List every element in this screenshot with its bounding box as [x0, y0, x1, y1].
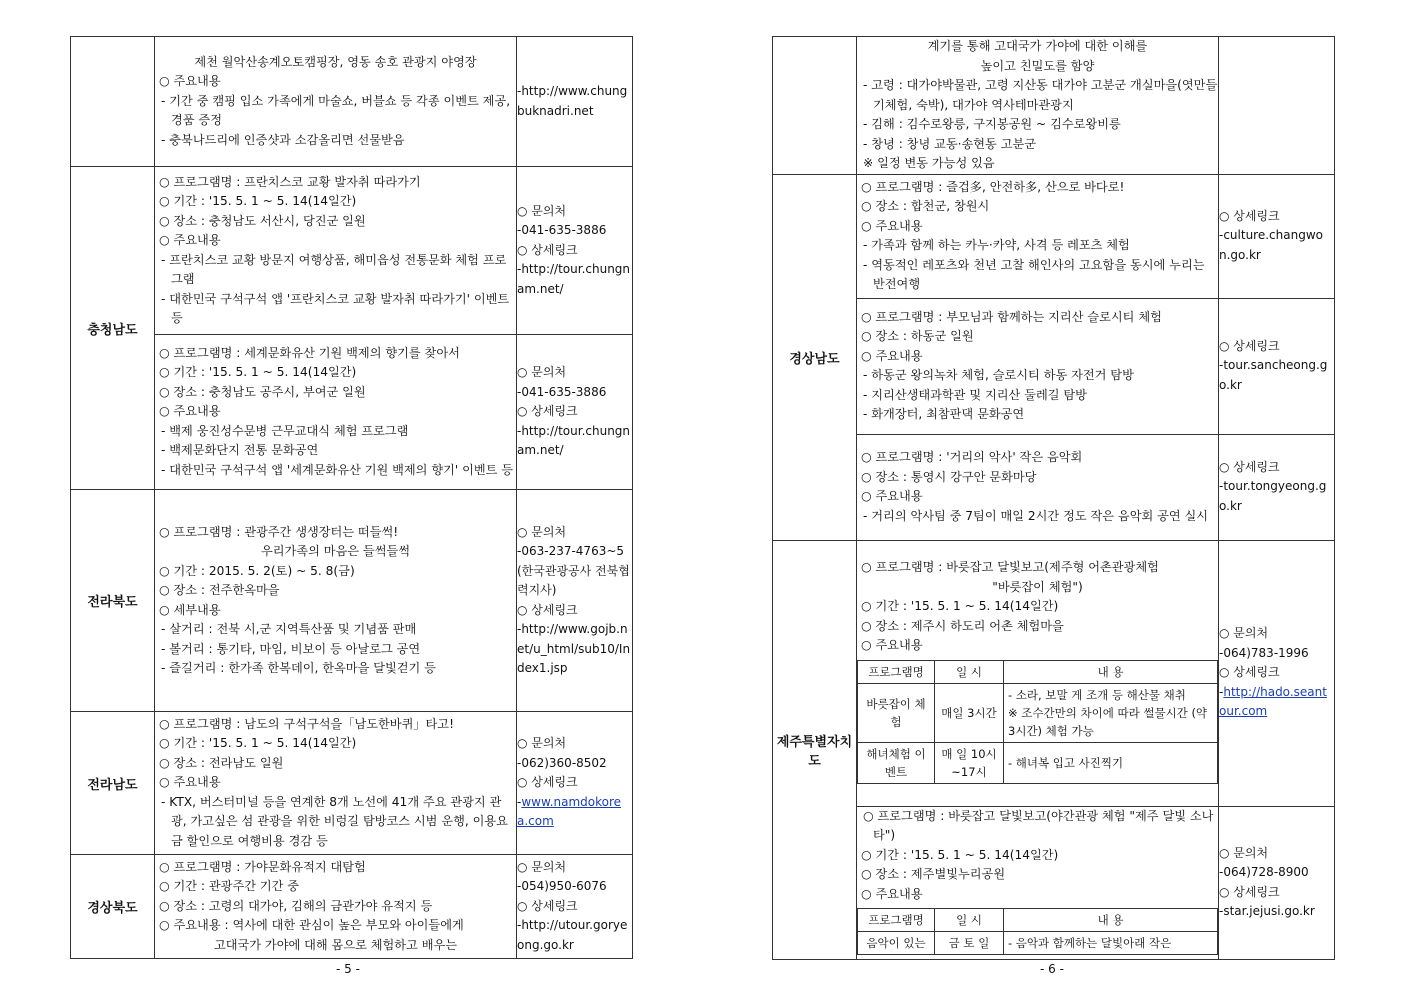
- detail-link[interactable]: -http://www.chungbuknadri.net: [517, 84, 628, 118]
- content-line: ○ 주요내용: [861, 886, 923, 901]
- table-row: [773, 806, 1335, 960]
- content-line: ○ 장소 : 충청남도 공주시, 부여군 일원: [159, 384, 366, 399]
- content-line: ○ 세부내용: [159, 602, 221, 617]
- content-line: ○ 프로그램명 : 즐겁多, 안전하多, 산으로 바다로!: [861, 179, 1125, 194]
- schedule-cell: - 음악과 함께하는 달빛아래 작은: [1004, 932, 1218, 955]
- contact-info: ○ 문의처: [1219, 845, 1269, 860]
- table-row: [773, 298, 1335, 434]
- content-line: - 볼거리 : 통기타, 마임, 비보이 등 아날로그 공연: [161, 641, 421, 656]
- content-line: ○ 기간 : 관광주간 기간 중: [159, 879, 300, 894]
- content-line: ○ 주요내용: [861, 489, 923, 503]
- content-line: ○ 장소 : 전주한옥마을: [159, 583, 280, 597]
- content-line: - 백제문화단지 전통 문화공연: [161, 443, 319, 458]
- content-line: ○ 프로그램명 : 세계문화유산 기원 백제의 향기를 찾아서: [159, 345, 460, 360]
- content-line: - 백제 웅진성수문병 근무교대식 체험 프로그램: [161, 423, 409, 438]
- schedule-cell: 해녀체험 이벤트: [858, 742, 935, 783]
- detail-link[interactable]: -tour.tongyeong.go.kr: [1219, 479, 1327, 513]
- contact-link-cell: [517, 712, 633, 855]
- content-line: ○ 주요내용 : 역사에 대한 관심이 높은 부모와 아이들에게: [159, 918, 464, 933]
- detail-link[interactable]: -http://tour.chungnam.net/: [517, 262, 631, 296]
- table-row: [773, 434, 1335, 540]
- content-line: ○ 프로그램명 : 바릇잡고 달빛보고(야간관광 체험 "제주 달빛 소나타"): [863, 808, 1214, 842]
- table-row: [71, 167, 633, 335]
- contact-info: ○ 상세링크: [517, 898, 578, 913]
- contact-info: -063-237-4763~5: [517, 544, 625, 558]
- program-content-cell: [857, 540, 1219, 806]
- contact-info: (한국관광공사 전북협력지사): [517, 563, 630, 597]
- content-line: ○ 기간 : '15. 5. 1 ~ 5. 14(14일간): [159, 736, 357, 751]
- content-line: ○ 프로그램명 : 바릇잡고 달빛보고(제주형 어촌관광체험: [861, 560, 1159, 575]
- page-number: - 6 -: [1040, 962, 1064, 976]
- content-line: ○ 주요내용: [159, 404, 221, 419]
- content-line: ○ 장소 : 전라남도 일원: [159, 755, 284, 770]
- region-cell: 전라북도: [71, 490, 155, 712]
- contact-link-cell: [517, 37, 633, 167]
- content-line: ○ 기간 : '15. 5. 1 ~ 5. 14(14일간): [159, 194, 357, 208]
- content-line: 고대국가 가야에 대해 몸으로 체험하고 배우는: [213, 937, 458, 952]
- content-line: - 기간 중 캠핑 입소 가족에게 마술쇼, 버블쇼 등 각종 이벤트 제공, 경품 증정: [161, 93, 511, 128]
- contact-link-cell: [517, 490, 633, 712]
- content-line: - 대한민국 구석구석 앱 '프란치스코 교황 발자취 따라가기' 이벤트 등: [161, 291, 510, 325]
- content-line: - 역동적인 레포츠와 천년 고찰 해인사의 고요함을 동시에 누리는 반전여행: [863, 257, 1205, 291]
- contact-link-cell: [1219, 298, 1335, 434]
- tourism-program-table-page5: [70, 36, 633, 959]
- contact-link-cell: [517, 855, 633, 959]
- contact-info: -054)950-6076: [517, 879, 607, 894]
- contact-info: ○ 상세링크: [1219, 665, 1280, 680]
- contact-info: ○ 상세링크: [517, 242, 578, 257]
- region-cell: 경상남도: [773, 174, 857, 540]
- region-cell: 전라남도: [71, 712, 155, 855]
- content-line: - KTX, 버스터미널 등을 연계한 8개 노선에 41개 주요 관광지 관광, 가고싶은 섬 관광을 위한 비렁길 탐방코스 시범 운행, 이용요금 할인으로 여행비용 경감 등: [161, 794, 508, 848]
- detail-link[interactable]: -star.jejusi.go.kr: [1219, 904, 1315, 919]
- schedule-table: [857, 908, 1218, 955]
- schedule-header: 프로그램명: [858, 660, 935, 683]
- content-line: - 충북나드리에 인증샷과 소감올리면 선물받음: [161, 132, 405, 147]
- content-line: ○ 프로그램명 : 가야문화유적지 대탐험: [159, 859, 366, 874]
- content-line: 우리가족의 마음은 들썩들썩: [260, 544, 411, 558]
- content-line: ○ 주요내용: [159, 74, 221, 89]
- detail-link[interactable]: -culture.changwon.go.kr: [1219, 228, 1323, 262]
- program-content-cell: [155, 855, 517, 959]
- table-row: [71, 37, 633, 167]
- content-line: ○ 주요내용: [861, 348, 923, 363]
- content-line: - 창녕 : 창녕 교동·송현동 고분군: [863, 136, 1037, 151]
- schedule-cell: - 해녀복 입고 사진찍기: [1004, 742, 1218, 783]
- detail-link[interactable]: -http://utour.goryeong.go.kr: [517, 918, 628, 952]
- contact-link-cell: [1219, 806, 1335, 960]
- region-cell: 제주특별자치도: [773, 540, 857, 960]
- page-5: [70, 36, 632, 959]
- content-line: - 거리의 악사팀 중 7팀이 매일 2시간 정도 작은 음악회 공연 실시: [863, 508, 1209, 523]
- content-line: - 대한민국 구석구석 앱 '세계문화유산 기원 백제의 향기' 이벤트 등: [161, 462, 514, 477]
- table-row: [773, 37, 1335, 175]
- table-row: [71, 335, 633, 490]
- region-cell: [71, 37, 155, 167]
- contact-info: ○ 문의처: [517, 203, 567, 218]
- contact-info: ○ 상세링크: [517, 602, 578, 617]
- content-line: ○ 프로그램명 : '거리의 악사' 작은 음악회: [861, 450, 1083, 464]
- content-line: ○ 프로그램명 : 관광주간 생생장터는 떠들썩!: [159, 524, 399, 539]
- content-line: "바릇잡이 체험"): [992, 579, 1083, 594]
- contact-info: ○ 상세링크: [1219, 884, 1280, 899]
- content-line: ○ 장소 : 충청남도 서산시, 당진군 일원: [159, 213, 366, 228]
- content-line: ○ 기간 : '15. 5. 1 ~ 5. 14(14일간): [861, 847, 1059, 862]
- schedule-header: 일 시: [935, 660, 1004, 683]
- region-cell: [773, 37, 857, 175]
- table-row: [71, 712, 633, 855]
- table-row: [71, 855, 633, 959]
- detail-link[interactable]: -www.namdokorea.com: [517, 794, 622, 829]
- detail-link[interactable]: -http://hado.seantour.com: [1219, 684, 1327, 719]
- contact-info: ○ 문의처: [517, 524, 567, 539]
- region-cell: 경상북도: [71, 855, 155, 959]
- contact-info: -062)360-8502: [517, 755, 607, 770]
- content-line: - 살거리 : 전북 시,군 지역특산품 및 기념품 판매: [161, 622, 417, 636]
- schedule-cell: 음악이 있는: [858, 932, 935, 955]
- schedule-header: 프로그램명: [858, 909, 935, 932]
- content-line: ○ 기간 : 2015. 5. 2(토) ~ 5. 8(금): [159, 563, 355, 578]
- content-line: ○ 장소 : 고령의 대가야, 김해의 금관가야 유적지 등: [159, 898, 433, 913]
- contact-info: -064)728-8900: [1219, 865, 1309, 880]
- program-content-cell: [857, 298, 1219, 434]
- content-line: ○ 주요내용: [861, 218, 923, 233]
- content-line: - 고령 : 대가야박물관, 고령 지산동 대가야 고분군 개실마을(엿만들기체험, 숙박), 대가야 역사테마관광지: [863, 78, 1218, 112]
- region-cell: 충청남도: [71, 167, 155, 490]
- contact-link-cell: [517, 167, 633, 335]
- content-line: ※ 일정 변동 가능성 있음: [863, 156, 995, 170]
- content-line: ○ 주요내용: [159, 233, 221, 247]
- contact-info: ○ 문의처: [517, 736, 567, 751]
- content-line: ○ 프로그램명 : 부모님과 함께하는 지리산 슬로시티 체험: [861, 309, 1162, 324]
- contact-link-cell: [1219, 174, 1335, 298]
- detail-link[interactable]: -tour.sancheong.go.kr: [1219, 358, 1328, 392]
- schedule-cell: - 소라, 보말 게 조개 등 해산물 채취 ※ 조수간만의 차이에 따라 썰물시간 (약 3시간) 체험 가능: [1004, 683, 1218, 742]
- page-6: [772, 36, 1334, 960]
- program-content-cell: [857, 174, 1219, 298]
- schedule-cell: 바릇잡이 체험: [858, 683, 935, 742]
- contact-info: ○ 문의처: [1219, 626, 1269, 641]
- table-row: [71, 490, 633, 712]
- content-line: 계기를 통해 고대국가 가야에 대한 이해를: [927, 39, 1148, 53]
- contact-info: -064)783-1996: [1219, 645, 1309, 660]
- content-line: ○ 장소 : 통영시 강구안 문화마당: [861, 469, 1037, 484]
- program-content-cell: [155, 335, 517, 490]
- content-line: ○ 주요내용: [861, 638, 923, 653]
- content-line: - 즐길거리 : 한가족 한복데이, 한옥마을 달빛걷기 등: [161, 661, 436, 675]
- content-line: - 지리산생태과학관 및 지리산 둘레길 탐방: [863, 387, 1087, 402]
- program-content-cell: [155, 37, 517, 167]
- contact-info: ○ 상세링크: [1219, 208, 1280, 223]
- table-row: [773, 540, 1335, 806]
- content-line: - 김해 : 김수로왕릉, 구지봉공원 ~ 김수로왕비릉: [863, 117, 1121, 131]
- contact-link-cell: [1219, 37, 1335, 175]
- content-line: ○ 장소 : 하동군 일원: [861, 329, 974, 343]
- content-line: ○ 프로그램명 : 프란치스코 교황 발자취 따라가기: [159, 174, 421, 189]
- schedule-header: 일 시: [935, 909, 1004, 932]
- contact-link-cell: [1219, 540, 1335, 806]
- content-line: ○ 프로그램명 : 남도의 구석구석을「남도한바퀴」타고!: [159, 716, 454, 731]
- page-number: - 5 -: [336, 962, 360, 976]
- contact-info: -041-635-3886: [517, 223, 607, 238]
- program-content-cell: [155, 490, 517, 712]
- schedule-cell: 금 토 일: [935, 932, 1004, 955]
- contact-info: ○ 문의처: [517, 859, 567, 874]
- program-content-cell: [857, 806, 1219, 960]
- schedule-cell: 매일 3시간: [935, 683, 1004, 742]
- contact-info: ○ 상세링크: [1219, 459, 1280, 474]
- content-line: ○ 장소 : 제주시 하도리 어촌 체험마을: [861, 618, 1064, 633]
- program-content-cell: [155, 712, 517, 855]
- detail-link[interactable]: -http://www.gojb.net/u_html/sub10/Index1.jsp: [517, 622, 631, 675]
- contact-info: ○ 상세링크: [517, 404, 578, 419]
- contact-info: -041-635-3886: [517, 384, 607, 399]
- content-line: - 프란치스코 교황 방문지 여행상품, 해미읍성 전통문화 체험 프로그램: [161, 252, 507, 286]
- program-content-cell: [857, 37, 1219, 175]
- content-line: ○ 장소 : 제주별빛누리공원: [861, 867, 1006, 881]
- content-line: ○ 주요내용: [159, 775, 221, 790]
- contact-info: ○ 상세링크: [517, 775, 578, 790]
- contact-link-cell: [1219, 434, 1335, 540]
- contact-link-cell: [517, 335, 633, 490]
- content-line: 제천 월악산송계오토캠핑장, 영동 송호 관광지 야영장: [194, 54, 477, 69]
- contact-info: ○ 상세링크: [1219, 338, 1280, 353]
- content-line: ○ 기간 : '15. 5. 1 ~ 5. 14(14일간): [861, 599, 1059, 614]
- contact-info: ○ 문의처: [517, 365, 567, 380]
- content-line: ○ 기간 : '15. 5. 1 ~ 5. 14(14일간): [159, 365, 357, 380]
- program-content-cell: [155, 167, 517, 335]
- table-row: [773, 174, 1335, 298]
- tourism-program-table-page6: [772, 36, 1335, 960]
- content-line: ○ 장소 : 합천군, 창원시: [861, 199, 990, 213]
- content-line: - 하동군 왕의녹차 체험, 슬로시티 하동 자전거 탐방: [863, 368, 1134, 382]
- content-line: 높이고 친밀도를 함양: [980, 58, 1095, 73]
- schedule-header: 내 용: [1004, 660, 1218, 683]
- program-content-cell: [857, 434, 1219, 540]
- content-line: - 가족과 함께 하는 카누·카약, 사격 등 레포츠 체험: [863, 238, 1130, 252]
- content-line: - 화개장터, 최참판댁 문화공연: [863, 407, 1025, 421]
- schedule-header: 내 용: [1004, 909, 1218, 932]
- schedule-table: [857, 660, 1218, 784]
- schedule-cell: 매 일 10시~17시: [935, 742, 1004, 783]
- detail-link[interactable]: -http://tour.chungnam.net/: [517, 423, 631, 458]
